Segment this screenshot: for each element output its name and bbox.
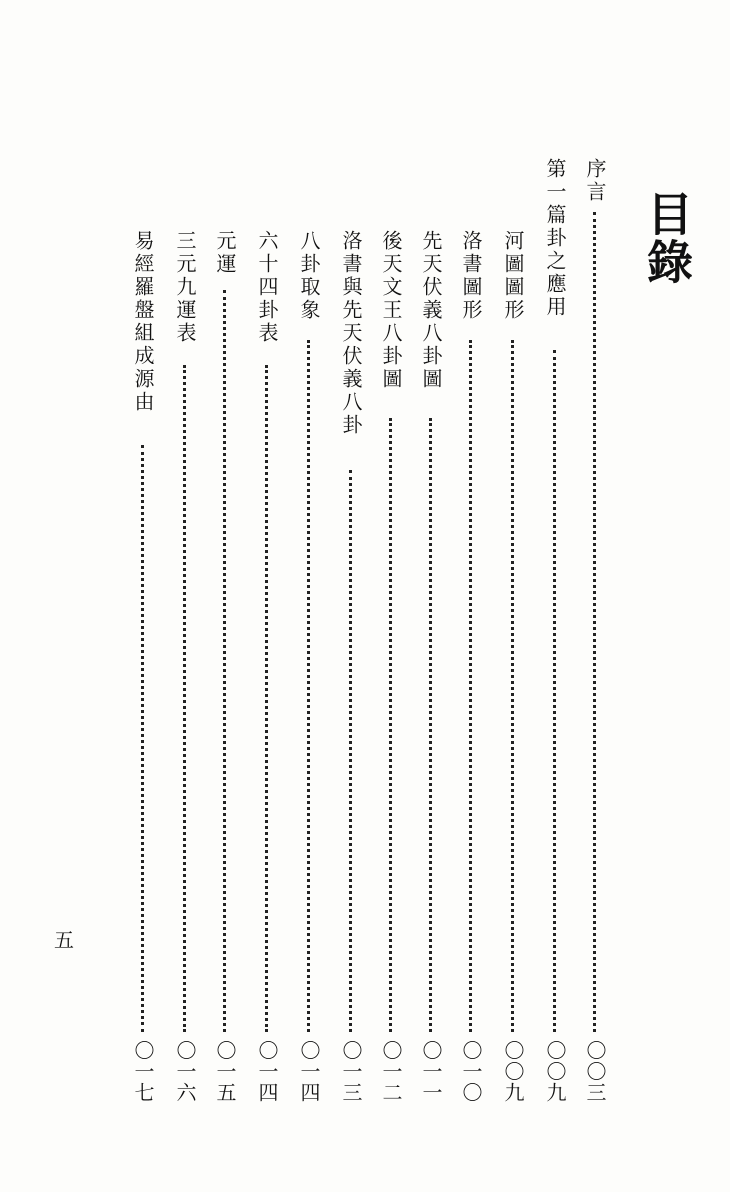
toc-entry-label: 洛書與先天伏義八卦 <box>339 230 363 437</box>
dot-leader <box>389 418 396 1032</box>
dot-leader <box>511 340 518 1032</box>
toc-entry-hetu[interactable] <box>500 0 526 1120</box>
page-number: 五 <box>54 928 74 952</box>
toc-entry-label: 第一篇卦之應用 <box>543 158 567 319</box>
dot-leader <box>469 340 476 1032</box>
toc-entry-bagua-quxiang[interactable] <box>296 0 322 1120</box>
toc-entry-page: 〇一〇 <box>459 1040 483 1103</box>
dot-leader <box>553 350 560 1032</box>
dot-leader <box>141 445 148 1032</box>
toc-entry-yuanyun[interactable] <box>212 0 238 1120</box>
dot-leader <box>349 470 356 1032</box>
toc-entry-label: 易經羅盤組成源由 <box>131 230 155 414</box>
toc-entry-page: 〇〇九 <box>543 1040 567 1103</box>
toc-entry-sanyuan-jiuyun[interactable] <box>172 0 198 1120</box>
page-title: 目錄 <box>640 190 694 286</box>
toc-entry-page: 〇一六 <box>173 1040 197 1103</box>
toc-entry-page: 〇一三 <box>339 1040 363 1103</box>
toc-entry-label: 河圖圖形 <box>501 230 525 322</box>
dot-leader <box>265 365 272 1032</box>
toc-entry-preface[interactable] <box>582 0 608 1120</box>
toc-entry-page: 〇〇三 <box>583 1040 607 1103</box>
toc-entry-page: 〇一二 <box>379 1040 403 1103</box>
toc-entry-label: 六十四卦表 <box>255 230 279 345</box>
toc-entry-luoshu-xiantian[interactable] <box>338 0 364 1120</box>
toc-entry-page: 〇一一 <box>419 1040 443 1103</box>
dot-leader <box>593 212 600 1032</box>
toc-entry-label: 洛書圖形 <box>459 230 483 322</box>
toc-entry-houtian[interactable] <box>378 0 404 1120</box>
toc-entry-page: 〇一七 <box>131 1040 155 1103</box>
toc-entry-page: 〇一四 <box>255 1040 279 1103</box>
toc-entry-label: 後天文王八卦圖 <box>379 230 403 391</box>
toc-entry-page: 〇一四 <box>297 1040 321 1103</box>
toc-entry-label: 先天伏義八卦圖 <box>419 230 443 391</box>
toc-entry-page: 〇〇九 <box>501 1040 525 1103</box>
dot-leader <box>183 365 190 1032</box>
dot-leader <box>223 290 230 1032</box>
toc-entry-page: 〇一五 <box>213 1040 237 1103</box>
dot-leader <box>429 418 436 1032</box>
toc-entry-chapter-1[interactable] <box>542 0 568 1120</box>
toc-entry-label: 八卦取象 <box>297 230 321 322</box>
toc-entry-label: 三元九運表 <box>173 230 197 345</box>
toc-entry-64-gua[interactable] <box>254 0 280 1120</box>
toc-entry-luoshu[interactable] <box>458 0 484 1120</box>
toc-entry-label: 元運 <box>213 230 237 276</box>
toc-entry-xiantian[interactable] <box>418 0 444 1120</box>
toc-entry-luopan[interactable] <box>130 0 156 1120</box>
toc-entry-label: 序言 <box>583 158 607 204</box>
dot-leader <box>307 340 314 1032</box>
